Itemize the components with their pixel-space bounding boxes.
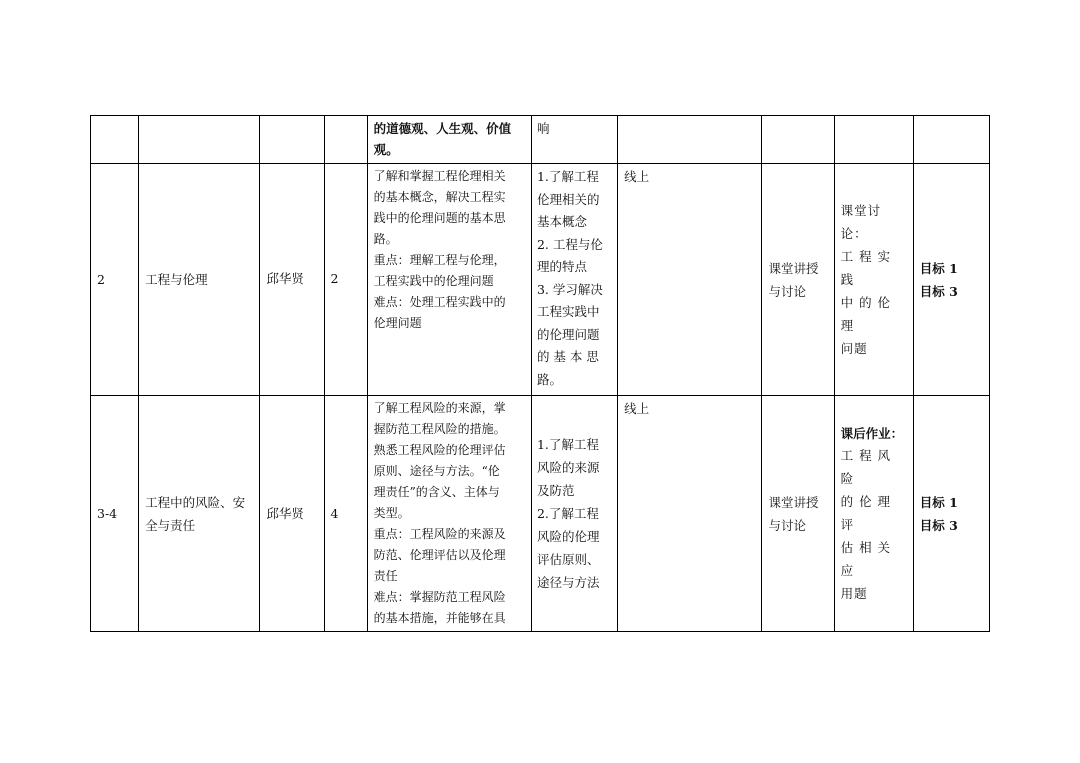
content-cell: 了解和掌握工程伦理相关 的基本概念，解决工程实 践中的伦理问题的基本思 路。 重点：理解工程与伦理， 工程实践中的伦理问题 难点：处理工程实践中的 伦理问题 — [367, 164, 531, 396]
goals-cell: 目标 1 目标 3 — [913, 164, 989, 396]
mode-cell — [618, 116, 762, 164]
goals-cell — [913, 116, 989, 164]
table-row — [91, 116, 990, 164]
assignment-cell — [834, 116, 913, 164]
table-row — [91, 164, 990, 396]
week-cell: 2 — [91, 164, 139, 396]
method-cell — [762, 116, 834, 164]
topic-cell: 工程中的风险、安 全与责任 — [139, 396, 260, 632]
syllabus-table — [90, 115, 990, 632]
objectives-cell: 1.了解工程 伦理相关的 基本概念 2. 工程与伦 理的特点 3. 学习解决 工程实践中 的伦理问题 的 基 本 思 路。 — [531, 164, 617, 396]
method-cell: 课堂讲授 与讨论 — [762, 164, 834, 396]
hours-cell: 4 — [324, 396, 367, 632]
method-cell: 课堂讲授 与讨论 — [762, 396, 834, 632]
topic-cell: 工程与伦理 — [139, 164, 260, 396]
objectives-cell: 响 — [531, 116, 617, 164]
content-cell: 了解工程风险的来源，掌 握防范工程风险的措施。 熟悉工程风险的伦理评估 原则、途径与方法。“伦 理责任”的含义、主体与 类型。 重点：工程风险的来源及 防范、伦理评估以及伦理 责任 难点：掌握防范工程风险 的基本措施，并能够在具 — [367, 396, 531, 632]
content-cell: 的道德观、人生观、价值观。 — [367, 116, 531, 164]
goals-cell: 目标 1 目标 3 — [913, 396, 989, 632]
hours-cell: 2 — [324, 164, 367, 396]
table-row — [91, 396, 990, 632]
week-cell — [91, 116, 139, 164]
hours-cell — [324, 116, 367, 164]
topic-cell — [139, 116, 260, 164]
assignment-cell: 课堂讨论： 工 程 实 践 中 的 伦 理 问题 — [834, 164, 913, 396]
teacher-cell: 邱华贤 — [260, 164, 324, 396]
mode-cell: 线上 — [618, 164, 762, 396]
mode-cell: 线上 — [618, 396, 762, 632]
teacher-cell — [260, 116, 324, 164]
objectives-cell: 1.了解工程 风险的来源 及防范 2.了解工程 风险的伦理 评估原则、 途径与方法 — [531, 396, 617, 632]
week-cell: 3-4 — [91, 396, 139, 632]
assignment-cell: 课后作业： 工 程 风 险 的 伦 理 评 估 相 关 应 用题 — [834, 396, 913, 632]
teacher-cell: 邱华贤 — [260, 396, 324, 632]
